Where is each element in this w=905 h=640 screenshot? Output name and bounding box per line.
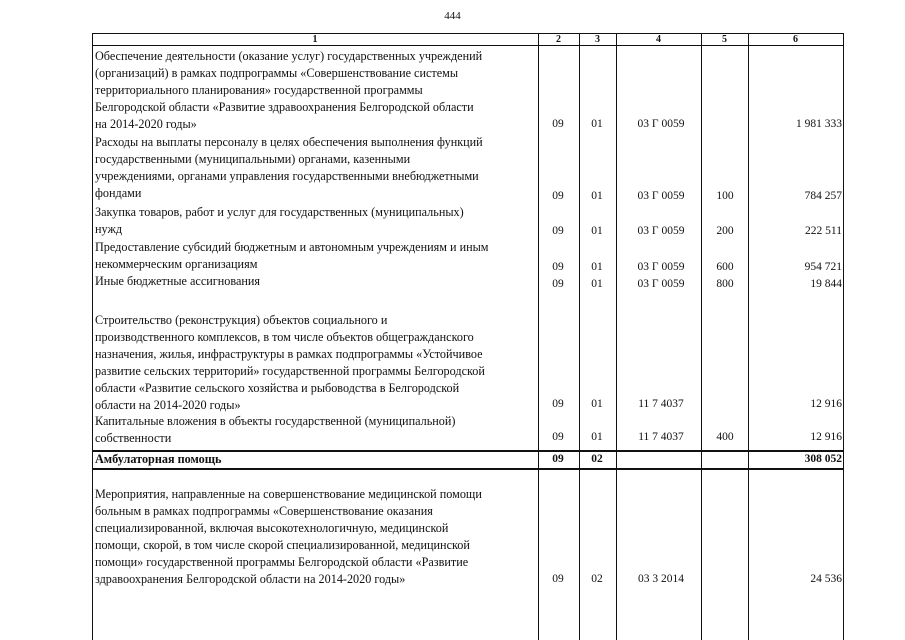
column-header: 2: [556, 34, 561, 45]
row-description: Мероприятия, направленные на совершенствование медицинской помощи больным в рамках подпрограммы «Совершенствование оказания специализированной, включая высокотехнологичную, медицинской помощи, скорой, в том числе скорой специализированной, медицинской помощи» государственной программы Белгородской области «Развитие здравоохранения Белгородской области на 2014-2020 годы»: [95, 487, 482, 586]
row-section-code: 09: [552, 453, 564, 465]
row-description: Предоставление субсидий бюджетным и автономным учреждениям и иным некоммерческим организациям: [95, 240, 489, 271]
row-subsection-code: 01: [591, 398, 603, 410]
row-amount: 784 257: [804, 190, 842, 202]
row-section-code: 09: [552, 431, 564, 443]
column-border: [579, 33, 580, 640]
row-description: Обеспечение деятельности (оказание услуг) государственных учреждений (организаций) в рамках подпрограммы «Совершенствование системы территориального планирования» государственной программы Белгородской области «Развитие здравоохранения Белгородской области на 2014-2020 годы»: [95, 49, 483, 131]
budget-table: [92, 33, 844, 640]
row-target-article: 03 Г 0059: [637, 261, 685, 273]
row-subsection-code: 01: [591, 278, 603, 290]
row-target-article: 03 Г 0059: [637, 190, 685, 202]
row-amount: 19 844: [810, 278, 842, 290]
row-subsection-code: 01: [591, 190, 603, 202]
row-amount: 12 916: [810, 431, 842, 443]
row-target-article: 03 Г 0059: [637, 225, 685, 237]
row-subsection-code: 01: [591, 431, 603, 443]
page-number: 444: [444, 10, 461, 22]
row-subsection-code: 01: [591, 118, 603, 130]
row-expense-type: 600: [716, 261, 734, 273]
row-amount: 24 536: [810, 573, 842, 585]
row-subsection-code: 01: [591, 261, 603, 273]
row-description: Расходы на выплаты персоналу в целях обеспечения выполнения функций государственными (муниципальными) органами, казенными учреждениями, органами управления государственными внебюджетными фондами: [95, 135, 483, 200]
row-target-article: 11 7 4037: [638, 398, 684, 410]
row-expense-type: 800: [716, 278, 734, 290]
row-target-article: 03 Г 0059: [637, 278, 685, 290]
row-description: Капитальные вложения в объекты государственной (муниципальной) собственности: [95, 414, 456, 445]
row-section-code: 09: [552, 278, 564, 290]
header-row-border: [92, 45, 844, 46]
row-description: Строительство (реконструкция) объектов социального и производственного комплексов, в том числе объектов общегражданского назначения, жилья, инфраструктуры в рамках подпрограммы «Устойчивое развитие сельских территорий» государственной программы Белгородской области «Развитие сельского хозяйства и рыбоводства в Белгородской области на 2014-2020 годы»: [95, 313, 485, 412]
column-header: 5: [722, 34, 727, 45]
column-border: [748, 33, 749, 640]
row-target-article: 03 Г 0059: [637, 118, 685, 130]
row-section-code: 09: [552, 190, 564, 202]
column-header: 4: [656, 34, 661, 45]
row-section-code: 09: [552, 398, 564, 410]
column-header: 1: [312, 34, 318, 45]
row-amount: 1 981 333: [796, 118, 842, 130]
row-section-code: 09: [552, 118, 564, 130]
row-amount: 954 721: [804, 261, 842, 273]
row-subsection-code: 02: [591, 573, 603, 585]
column-border: [616, 33, 617, 640]
row-section-code: 09: [552, 261, 564, 273]
row-section-code: 09: [552, 573, 564, 585]
row-description: Иные бюджетные ассигнования: [95, 274, 261, 288]
row-expense-type: 100: [716, 190, 734, 202]
column-header: 6: [793, 34, 798, 45]
row-amount: 222 511: [805, 225, 842, 237]
row-expense-type: 200: [716, 225, 734, 237]
row-subsection-code: 02: [591, 453, 603, 465]
row-expense-type: 400: [716, 431, 734, 443]
section-heading: Амбулаторная помощь: [95, 452, 222, 466]
row-amount: 308 052: [804, 453, 842, 465]
column-header: 3: [595, 34, 600, 45]
row-section-code: 09: [552, 225, 564, 237]
row-subsection-code: 01: [591, 225, 603, 237]
column-border: [843, 33, 844, 640]
row-target-article: 03 3 2014: [638, 573, 684, 585]
row-amount: 12 916: [810, 398, 842, 410]
row-description: Закупка товаров, работ и услуг для государственных (муниципальных) нужд: [95, 205, 464, 236]
column-border: [538, 33, 539, 640]
column-border: [92, 33, 93, 640]
row-target-article: 11 7 4037: [638, 431, 684, 443]
section-bottom-border: [92, 468, 844, 470]
